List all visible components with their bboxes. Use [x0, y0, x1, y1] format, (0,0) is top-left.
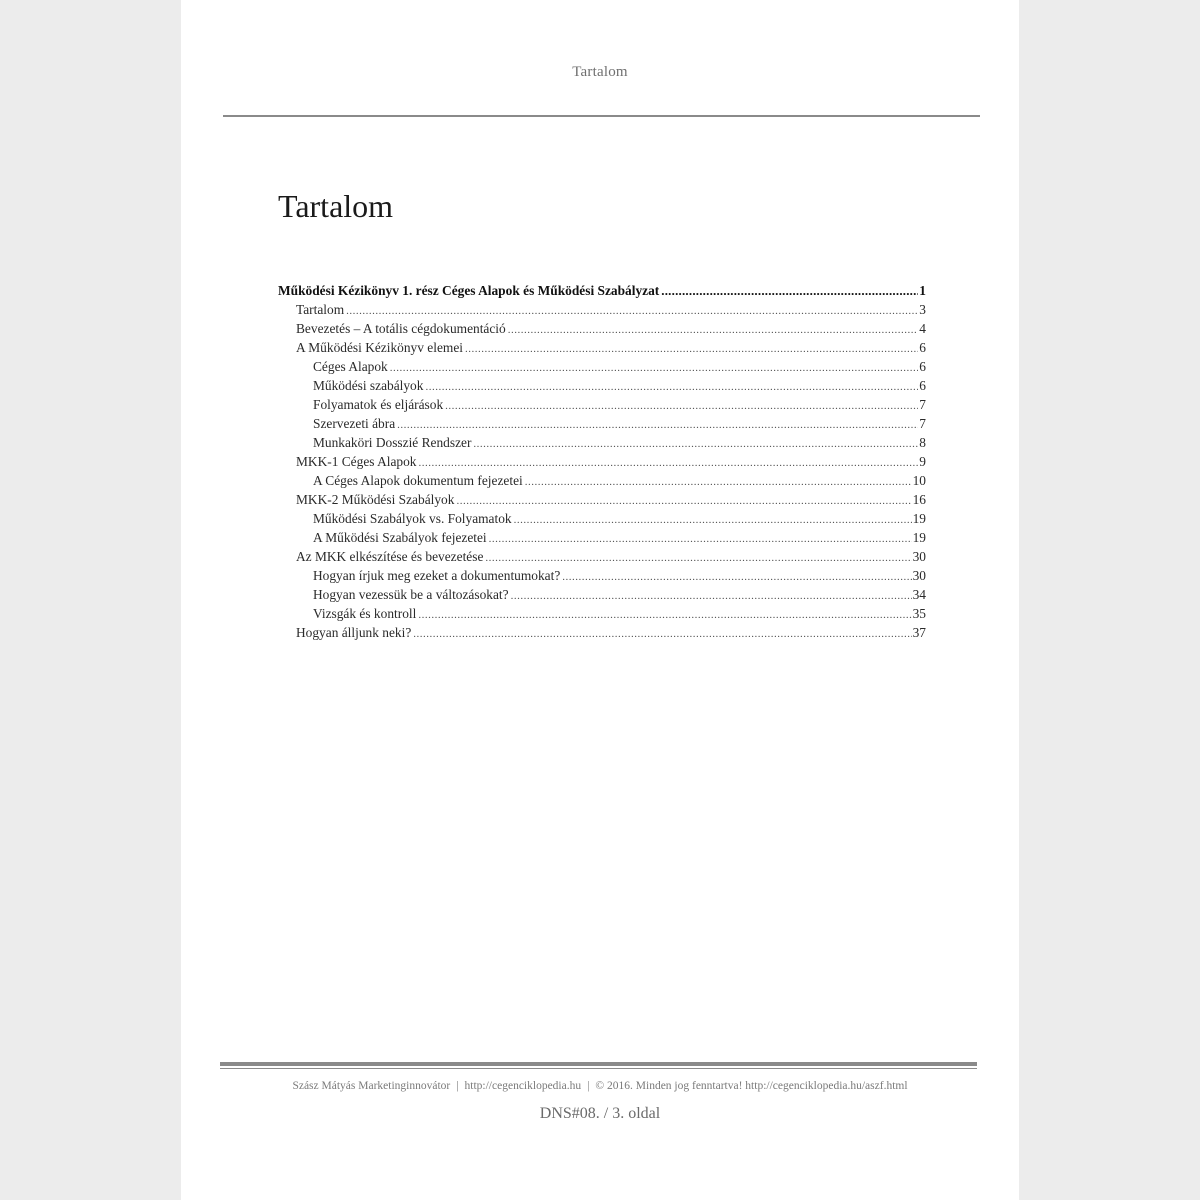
toc-entry[interactable]: [278, 340, 926, 359]
toc-dot-leader: [456, 495, 911, 507]
toc-dot-leader: [419, 457, 919, 469]
toc-entry-page-number: 30: [912, 549, 926, 564]
footer-site-link[interactable]: http://cegenciklopedia.hu: [464, 1080, 582, 1092]
toc-entry[interactable]: [278, 378, 926, 397]
toc-entry-page-number: 35: [912, 606, 926, 621]
toc-entry-title: Hogyan vezessük be a változásokat?: [313, 587, 509, 602]
footer-rule: [220, 1062, 977, 1066]
toc-dot-leader: [473, 438, 918, 450]
toc-entry-title: Az MKK elkészítése és bevezetése: [296, 549, 484, 564]
footer-copyright: © 2016. Minden jog fenntartva! http://cegenciklopedia.hu/aszf.html: [595, 1080, 908, 1092]
toc-dot-leader: [489, 533, 912, 545]
toc-entry[interactable]: [278, 606, 926, 625]
page-title: Tartalom: [278, 188, 394, 224]
toc-dot-leader: [525, 476, 912, 488]
toc-entry-title: MKK-2 Működési Szabályok: [296, 492, 455, 507]
toc-dot-leader: [346, 305, 918, 317]
toc-entry[interactable]: [278, 359, 926, 378]
footer-author: Szász Mátyás Marketinginnovátor: [292, 1080, 451, 1092]
toc-entry[interactable]: [278, 492, 926, 511]
toc-entry-title: A Működési Kézikönyv elemei: [296, 340, 463, 355]
toc-entry-page-number: 10: [912, 473, 926, 488]
toc-entry[interactable]: [278, 454, 926, 473]
toc-dot-leader: [445, 400, 918, 412]
footer-separator: |: [456, 1080, 459, 1092]
toc-entry-page-number: 8: [919, 435, 926, 450]
toc-entry-page-number: 6: [919, 340, 926, 355]
toc-entry-page-number: 37: [912, 625, 926, 640]
footer-separator: |: [587, 1080, 590, 1092]
toc-dot-leader: [508, 324, 919, 336]
footer-rule-thin: [220, 1068, 977, 1069]
toc-entry-title: Hogyan álljunk neki?: [296, 625, 412, 640]
toc-entry[interactable]: [278, 625, 926, 644]
toc-dot-leader: [390, 362, 919, 374]
toc-dot-leader: [465, 343, 918, 355]
toc-entry[interactable]: [278, 283, 926, 302]
toc-entry[interactable]: [278, 435, 926, 454]
header-rule: [223, 115, 980, 117]
toc-dot-leader: [514, 514, 912, 526]
toc-dot-leader: [485, 552, 911, 564]
toc-entry-title: Működési Kézikönyv 1. rész Céges Alapok és Működési Szabályzat: [278, 283, 660, 298]
toc-entry-page-number: 19: [912, 530, 926, 545]
toc-entry-page-number: 16: [912, 492, 926, 507]
toc-entry-page-number: 6: [919, 378, 926, 393]
toc-entry[interactable]: [278, 549, 926, 568]
toc-entry[interactable]: [278, 321, 926, 340]
toc-entry-page-number: 7: [919, 397, 926, 412]
toc-entry-title: Munkaköri Dosszié Rendszer: [313, 435, 472, 450]
toc-entry-title: Vizsgák és kontroll: [313, 606, 417, 621]
toc-entry-page-number: 19: [912, 511, 926, 526]
toc-entry-page-number: 1: [919, 283, 926, 298]
toc-entry-title: Szervezeti ábra: [313, 416, 396, 431]
toc-entry[interactable]: [278, 530, 926, 549]
toc-dot-leader: [397, 419, 918, 431]
toc-dot-leader: [418, 609, 911, 621]
toc-entry-page-number: 4: [919, 321, 926, 336]
toc-dot-leader: [661, 283, 918, 299]
toc-entry-title: Folyamatok és eljárások: [313, 397, 444, 412]
toc-entry[interactable]: [278, 416, 926, 435]
toc-entry[interactable]: [278, 511, 926, 530]
table-of-contents: [278, 283, 926, 644]
footer-credits: [181, 1080, 1019, 1092]
toc-entry[interactable]: [278, 473, 926, 492]
toc-entry-page-number: 30: [912, 568, 926, 583]
toc-dot-leader: [511, 590, 912, 602]
toc-entry-title: Működési Szabályok vs. Folyamatok: [313, 511, 512, 526]
toc-entry[interactable]: [278, 568, 926, 587]
toc-entry-title: Céges Alapok: [313, 359, 388, 374]
toc-entry-page-number: 6: [919, 359, 926, 374]
toc-entry-title: Bevezetés – A totális cégdokumentáció: [296, 321, 506, 336]
toc-entry-page-number: 7: [919, 416, 926, 431]
toc-dot-leader: [562, 571, 911, 583]
page-number: DNS#08. / 3. oldal: [539, 1105, 661, 1122]
toc-entry-page-number: 9: [919, 454, 926, 469]
toc-entry[interactable]: [278, 397, 926, 416]
toc-entry-title: A Működési Szabályok fejezetei: [313, 530, 487, 545]
toc-entry-title: Tartalom: [296, 302, 345, 317]
toc-entry-page-number: 3: [919, 302, 926, 317]
toc-entry-title: MKK-1 Céges Alapok: [296, 454, 417, 469]
toc-dot-leader: [413, 628, 911, 640]
running-header: Tartalom: [572, 64, 628, 80]
toc-entry-page-number: 34: [912, 587, 926, 602]
document-page: [181, 0, 1019, 1200]
toc-entry-title: A Céges Alapok dokumentum fejezetei: [313, 473, 523, 488]
toc-dot-leader: [425, 381, 918, 393]
toc-entry-title: Hogyan írjuk meg ezeket a dokumentumokat?: [313, 568, 561, 583]
toc-entry[interactable]: [278, 302, 926, 321]
toc-entry-title: Működési szabályok: [313, 378, 424, 393]
toc-entry[interactable]: [278, 587, 926, 606]
